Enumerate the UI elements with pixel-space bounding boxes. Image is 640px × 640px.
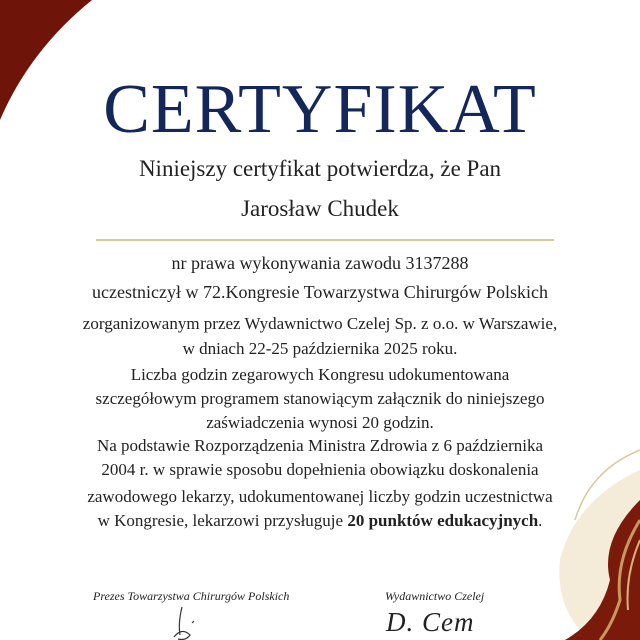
body-line: Liczba godzin zegarowych Kongresu udokumentowana [130, 365, 510, 384]
body-line: zaświadczenia wynosi 20 godzin. [206, 413, 434, 432]
license-number-line: nr prawa wykonywania zawodu 3137288 [171, 253, 469, 273]
body-line: zawodowego lekarzy, udokumentowanej liczby godzin uczestnictwa [87, 487, 553, 506]
body-line: szczegółowym programem stanowiącym załącznik do niniejszego [95, 389, 545, 408]
right-signature: D. Cem [386, 607, 475, 637]
recipient-name: Jarosław Chudek [241, 196, 399, 221]
certificate-title: CERTYFIKAT [103, 71, 537, 148]
body-line: 2004 r. w sprawie sposobu dopełnienia obowiązku doskonalenia [101, 460, 539, 479]
body-line: Na podstawie Rozporządzenia Ministra Zdrowia z 6 października [96, 436, 544, 455]
body-line: zorganizowanym przez Wydawnictwo Czelej Sp. z o.o. w Warszawie, [82, 314, 558, 333]
congress-line: uczestniczył w 72.Kongresie Towarzystwa Chirurgów Polskich [92, 282, 548, 302]
body-line: w dniach 22-25 października 2025 roku. [182, 339, 458, 358]
certificate-subtitle: Niniejszy certyfikat potwierdza, że Pan [138, 156, 502, 181]
points-line: w Kongresie, lekarzowi przysługuje 20 punktów edukacyjnych. [97, 511, 543, 530]
right-signature-label: Wydawnictwo Czelej [385, 589, 485, 603]
left-signature [160, 605, 220, 640]
points-bold: 20 punktów edukacyjnych [347, 511, 539, 530]
divider [96, 239, 554, 241]
left-signature-label: Prezes Towarzystwa Chirurgów Polskich [93, 589, 290, 603]
